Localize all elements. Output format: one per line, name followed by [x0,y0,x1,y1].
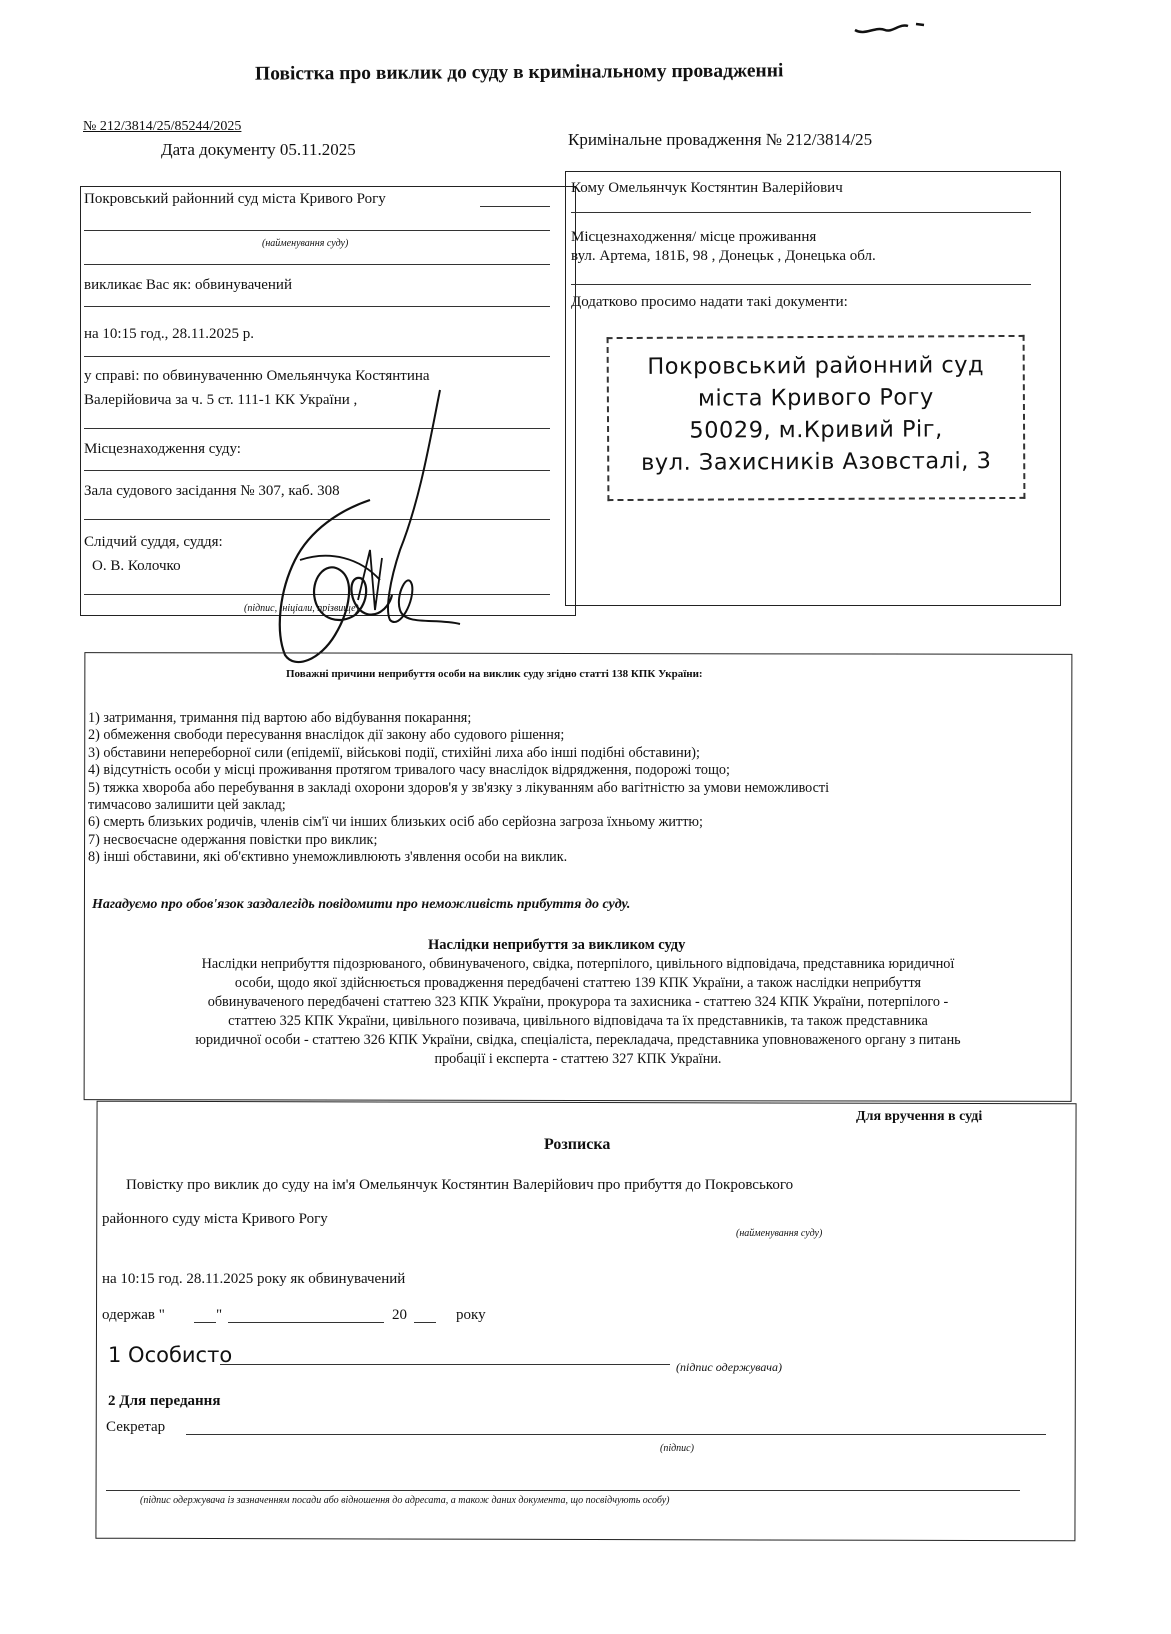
receipt-bottom-caption: (підпис одержувача із зазначенням посади або відношення до адресата, а також даних документа, що посвідчують особу) [140,1495,670,1506]
consequences-line: юридичної особи - статтею 326 КПК України, свідка, спеціаліста, перекладача, представника уповноваженого органу з питань [195,1032,961,1048]
receipt-line-2: районного суду міста Кривого Рогу [102,1211,328,1227]
secretary-signature-line[interactable] [186,1434,1046,1435]
consequences-line: статтею 325 КПК України, цивільного позивача, цивільного відповідача та їх представників, та також представника [228,1013,928,1029]
page-title: Повістка про виклик до суду в кримінальному провадженні [254,60,784,85]
consequences-line: обвинуваченого передбачені статтею 323 КПК України, прокурора та захисника - статтею 324 КПК України, потерпілого - [207,994,949,1010]
reason-item: 5) тяжка хвороба або перебування в закладі охорони здоров'я у зв'язку з лікуванням або вагітністю за умови неможливості [88,779,830,796]
reason-item: 1) затримання, тримання під вартою або відбування покарання; [88,710,472,726]
addressee: Кому Омельянчук Костянтин Валерійович [571,180,843,196]
receipt-court-caption: (найменування суду) [736,1228,823,1239]
recipient-signature-line[interactable] [220,1364,670,1365]
received-quote: " [216,1307,223,1323]
consequences-title: Наслідки неприбуття за викликом суду [428,937,686,953]
summons-role: викликає Вас як: обвинувачений [84,277,292,293]
reason-item: 2) обмеження свободи пересування внаслідок дії закону або судового рішення; [88,727,565,744]
judge-signature [240,380,480,680]
residence-label: Місцезнаходження/ місце проживання [571,229,817,245]
for-court-label: Для вручення в суді [856,1109,983,1124]
reason-item: тимчасово залишити цей заклад; [88,797,286,814]
personally-label: 1 Особисто [108,1343,233,1367]
reasons-list [88,710,829,867]
consequences-text [92,955,1064,1069]
reminder-note: Нагадуємо про обов'язок заздалегідь повідомити про неможливість прибуття до суду. [92,897,631,912]
stamp-line-2: міста Кривого Рогу [697,384,934,412]
received-prefix: одержав " [102,1307,165,1323]
receipt-hearing-datetime: на 10:15 год. 28.11.2025 року як обвинувачений [102,1271,406,1287]
hearing-datetime: на 10:15 год., 28.11.2025 р. [84,326,255,342]
stamp-line-1: Покровський районний суд [647,352,985,380]
judge-name: О. В. Колочко [92,558,181,574]
judge-label: Слідчий суддя, суддя: [84,534,223,550]
case-number: Кримінальне провадження № 212/3814/25 [568,130,873,149]
court-stamp [607,335,1026,501]
corner-scan-mark [850,8,930,38]
court-caption: (найменування суду) [262,238,349,249]
consequences-line: пробації і експерта - статтею 327 КПК України. [434,1051,722,1067]
document-number: № 212/3814/25/85244/2025 [83,119,242,134]
receipt-title: Розписка [544,1136,611,1153]
consequences-line: Наслідки неприбуття підозрюваного, обвинуваченого, свідка, потерпілого, цивільного відповідача, представника юридичної [201,956,955,972]
reason-item: 3) обставини непереборної сили (епідемії, військові події, стихійні лиха або інші подібні обставини); [88,744,700,761]
secretary-signature-caption: (підпис) [660,1443,694,1454]
case-description-line1: у справі: по обвинуваченню Омельянчука Костянтина [84,368,430,384]
court-name: Покровський районний суд міста Кривого Рогу [84,191,386,207]
judge-signature-caption: (підпис, ініціали, прізвище) [244,603,359,614]
receipt-line-1: Повістку про виклик до суду на ім'я Омельянчук Костянтин Валерійович про прибуття до Покровського [126,1177,794,1193]
received-year-suffix: року [456,1307,486,1323]
requested-documents-label: Додатково просимо надати такі документи: [571,294,848,310]
reasons-heading: Поважні причини неприбуття особи на виклик суду згідно статті 138 КПК України: [286,668,703,680]
consequences-line: особи, щодо якої здійснюється провадження передбачені статтею 139 КПК України, а також наслідки неприбуття [234,975,922,991]
courtroom: Зала судового засідання № 307, каб. 308 [84,483,340,499]
stamp-line-3: 50029, м.Кривий Ріг, [689,416,943,444]
received-year: 20 [392,1307,407,1323]
residence-address: вул. Артема, 181Б, 98 , Донецьк , Донецька обл. [571,248,876,264]
recipient-signature-caption: (підпис одержувача) [676,1360,782,1374]
reason-item: 8) інші обставини, які об'єктивно унеможливлюють з'явлення особи на виклик. [88,849,568,866]
secretary-label: Секретар [106,1419,166,1435]
document-date: Дата документу 05.11.2025 [161,140,356,159]
reason-item: 7) несвоєчасне одержання повістки про виклик; [88,831,378,848]
case-description-line2: Валерійовича за ч. 5 ст. 111-1 КК України , [84,392,358,408]
receipt-section [95,1101,1076,1542]
reason-item: 6) смерть близьких родичів, членів сім'ї чи інших близьких осіб або серйозна загроза їхньому життю; [88,814,703,831]
for-transfer-label: 2 Для передання [108,1393,221,1409]
court-location-label: Місцезнаходження суду: [84,441,241,457]
stamp-line-4: вул. Захисників Азовсталі, 3 [641,448,992,476]
reason-item: 4) відсутність особи у місці проживання протягом тривалого часу внаслідок відрядження, подорожі тощо; [88,762,730,779]
